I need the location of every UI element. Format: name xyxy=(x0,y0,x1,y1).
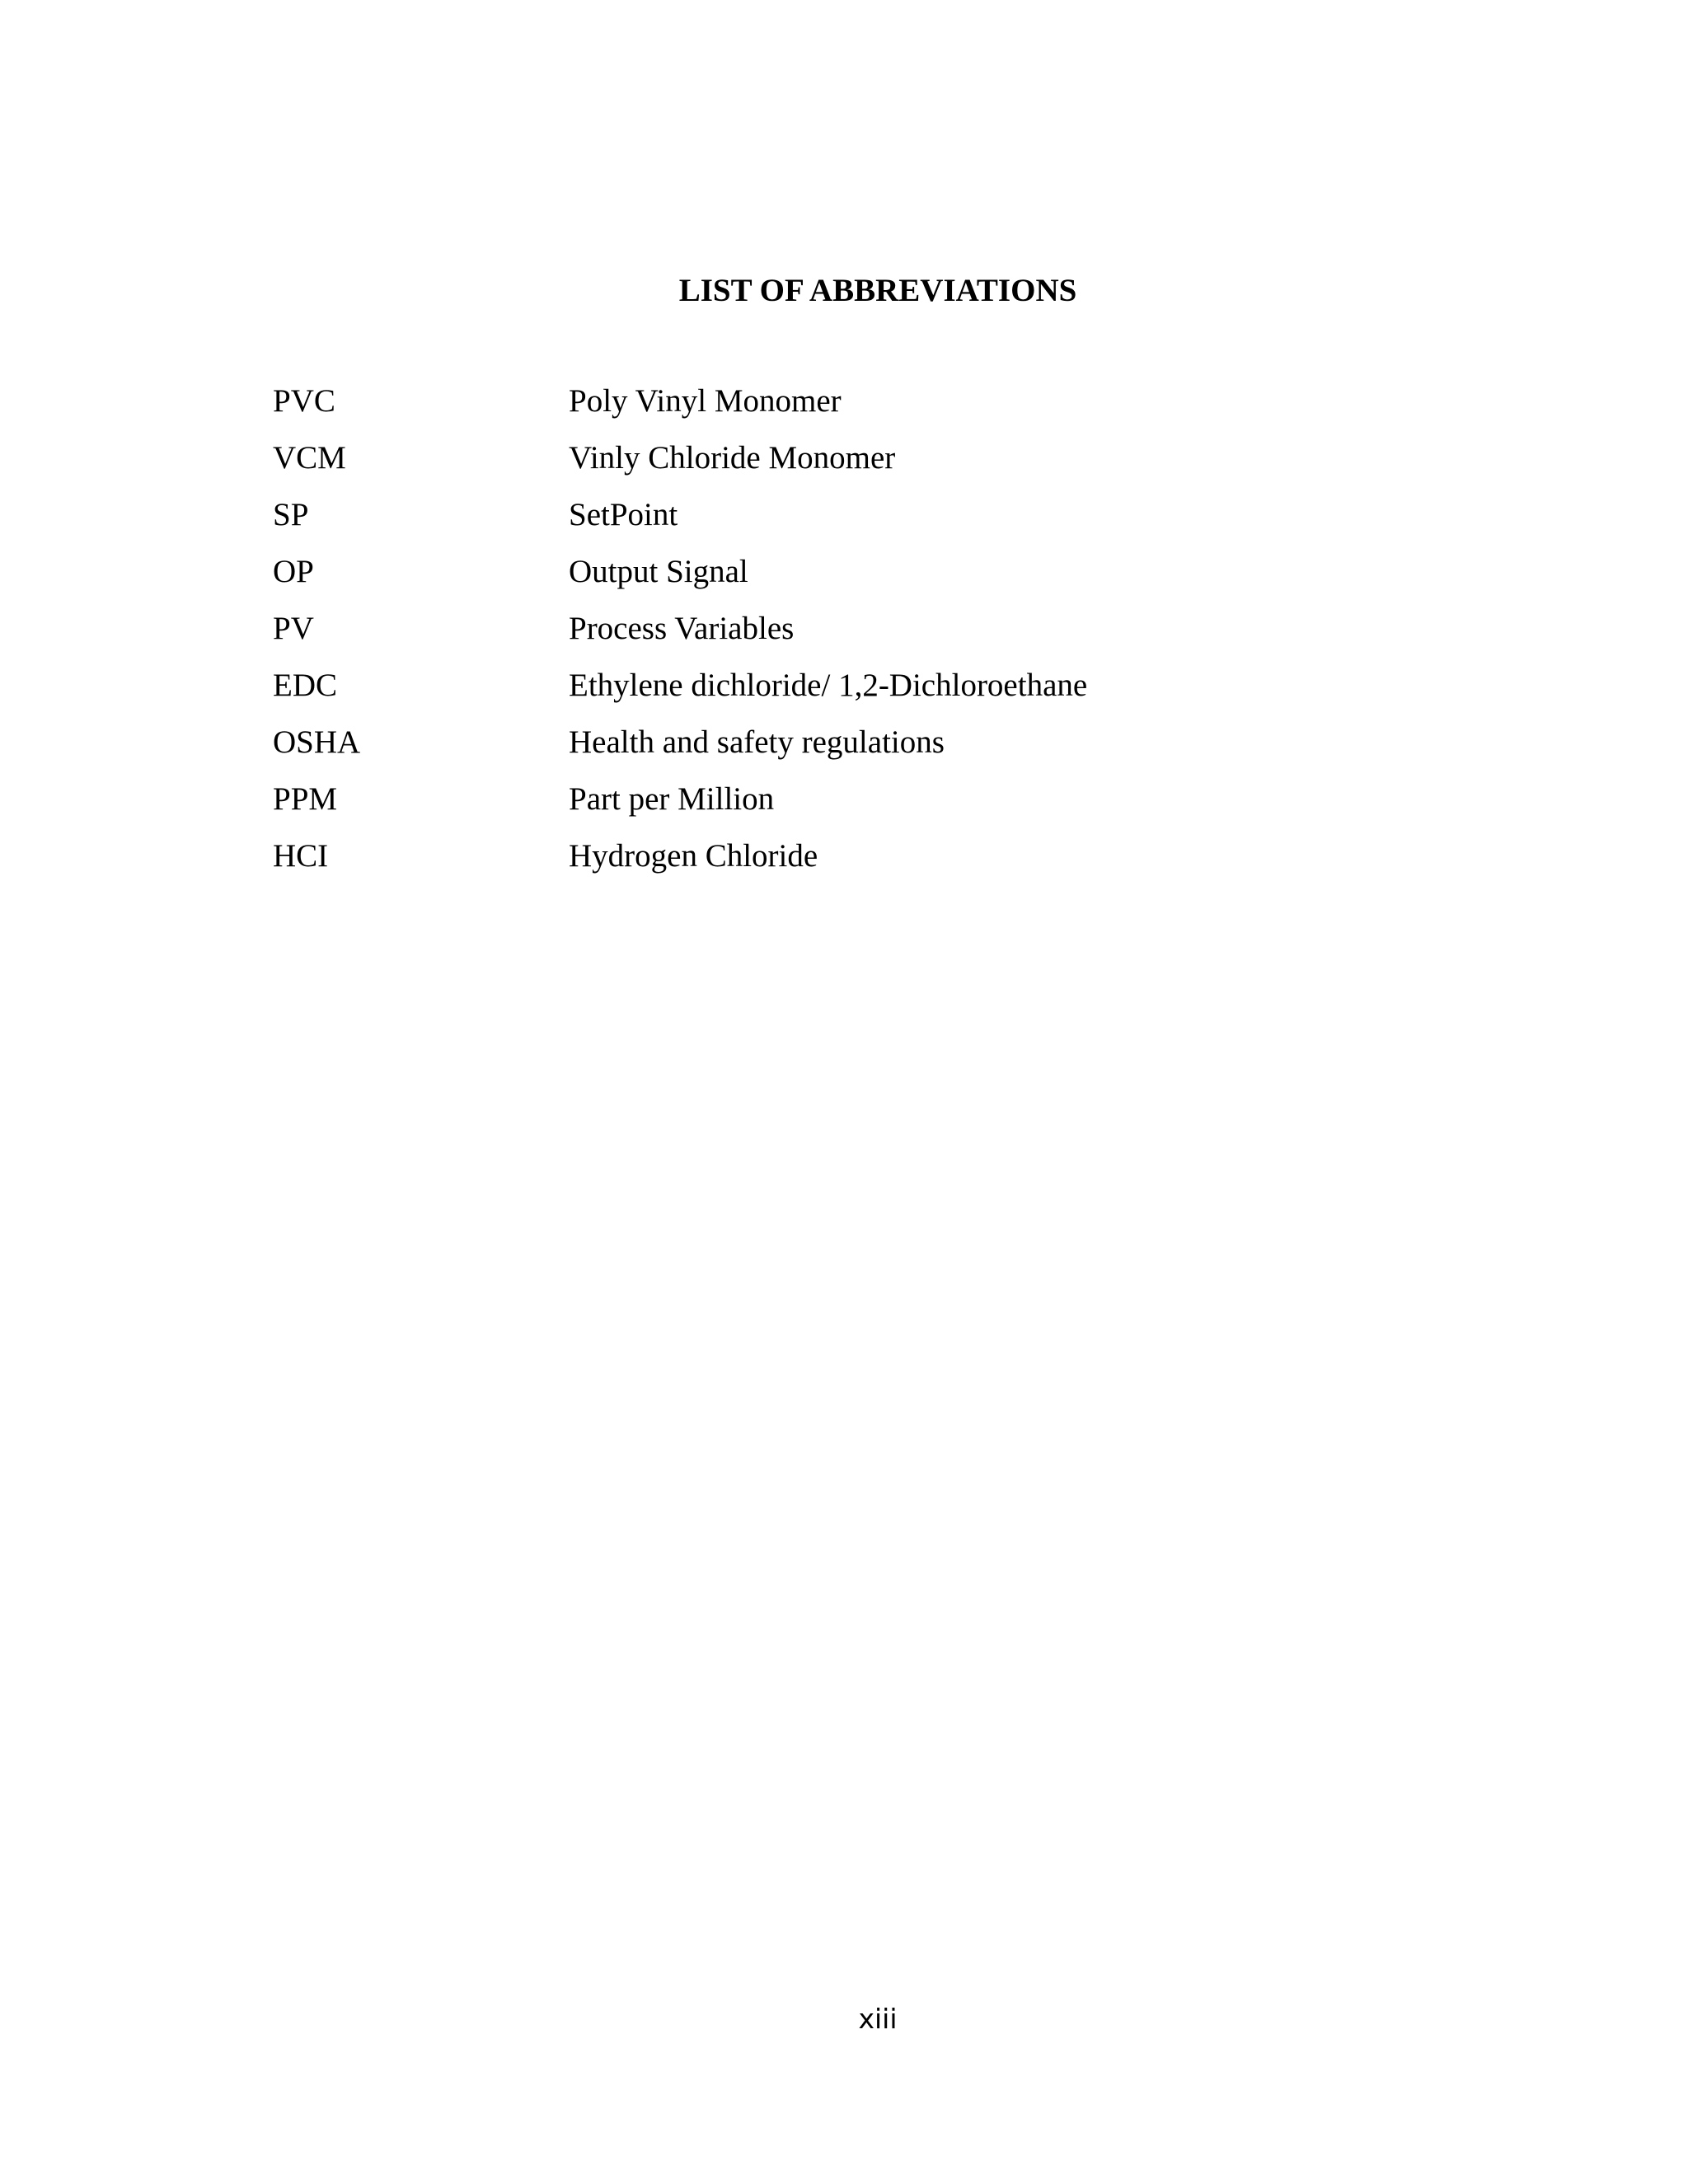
abbreviation-definition: Part per Million xyxy=(569,781,775,817)
abbreviation-term: PPM xyxy=(273,781,338,817)
abbreviation-row xyxy=(273,382,1087,439)
abbreviation-term: PV xyxy=(273,611,314,646)
abbreviation-definition: Ethylene dichloride/ 1,2-Dichloroethane xyxy=(569,668,1088,703)
abbreviation-term: OP xyxy=(273,554,314,589)
page-number: xiii xyxy=(858,2003,898,2035)
abbreviation-definition: Poly Vinyl Monomer xyxy=(569,383,842,419)
abbreviation-definition: Process Variables xyxy=(569,611,795,646)
abbreviation-row xyxy=(273,667,1087,724)
abbreviation-term: VCM xyxy=(273,440,346,476)
abbreviation-definition: Hydrogen Chloride xyxy=(569,838,818,874)
abbreviation-row xyxy=(273,837,1087,894)
abbreviation-row xyxy=(273,610,1087,667)
abbreviation-term: HCI xyxy=(273,838,329,874)
abbreviation-definition: Vinly Chloride Monomer xyxy=(569,440,896,476)
abbreviation-term: SP xyxy=(273,497,309,532)
abbreviation-row xyxy=(273,724,1087,780)
abbreviation-row xyxy=(273,439,1087,496)
page-title: LIST OF ABBREVIATIONS xyxy=(678,273,1077,308)
abbreviation-definition: SetPoint xyxy=(569,497,678,532)
abbreviation-definition: Health and safety regulations xyxy=(569,724,945,760)
abbreviation-row xyxy=(273,553,1087,610)
abbreviation-term: OSHA xyxy=(273,724,361,760)
abbreviation-row xyxy=(273,780,1087,837)
abbreviation-list xyxy=(273,382,1087,894)
abbreviation-term: EDC xyxy=(273,668,337,703)
abbreviation-definition: Output Signal xyxy=(569,554,748,589)
abbreviation-term: PVC xyxy=(273,383,335,419)
abbreviation-row xyxy=(273,496,1087,553)
